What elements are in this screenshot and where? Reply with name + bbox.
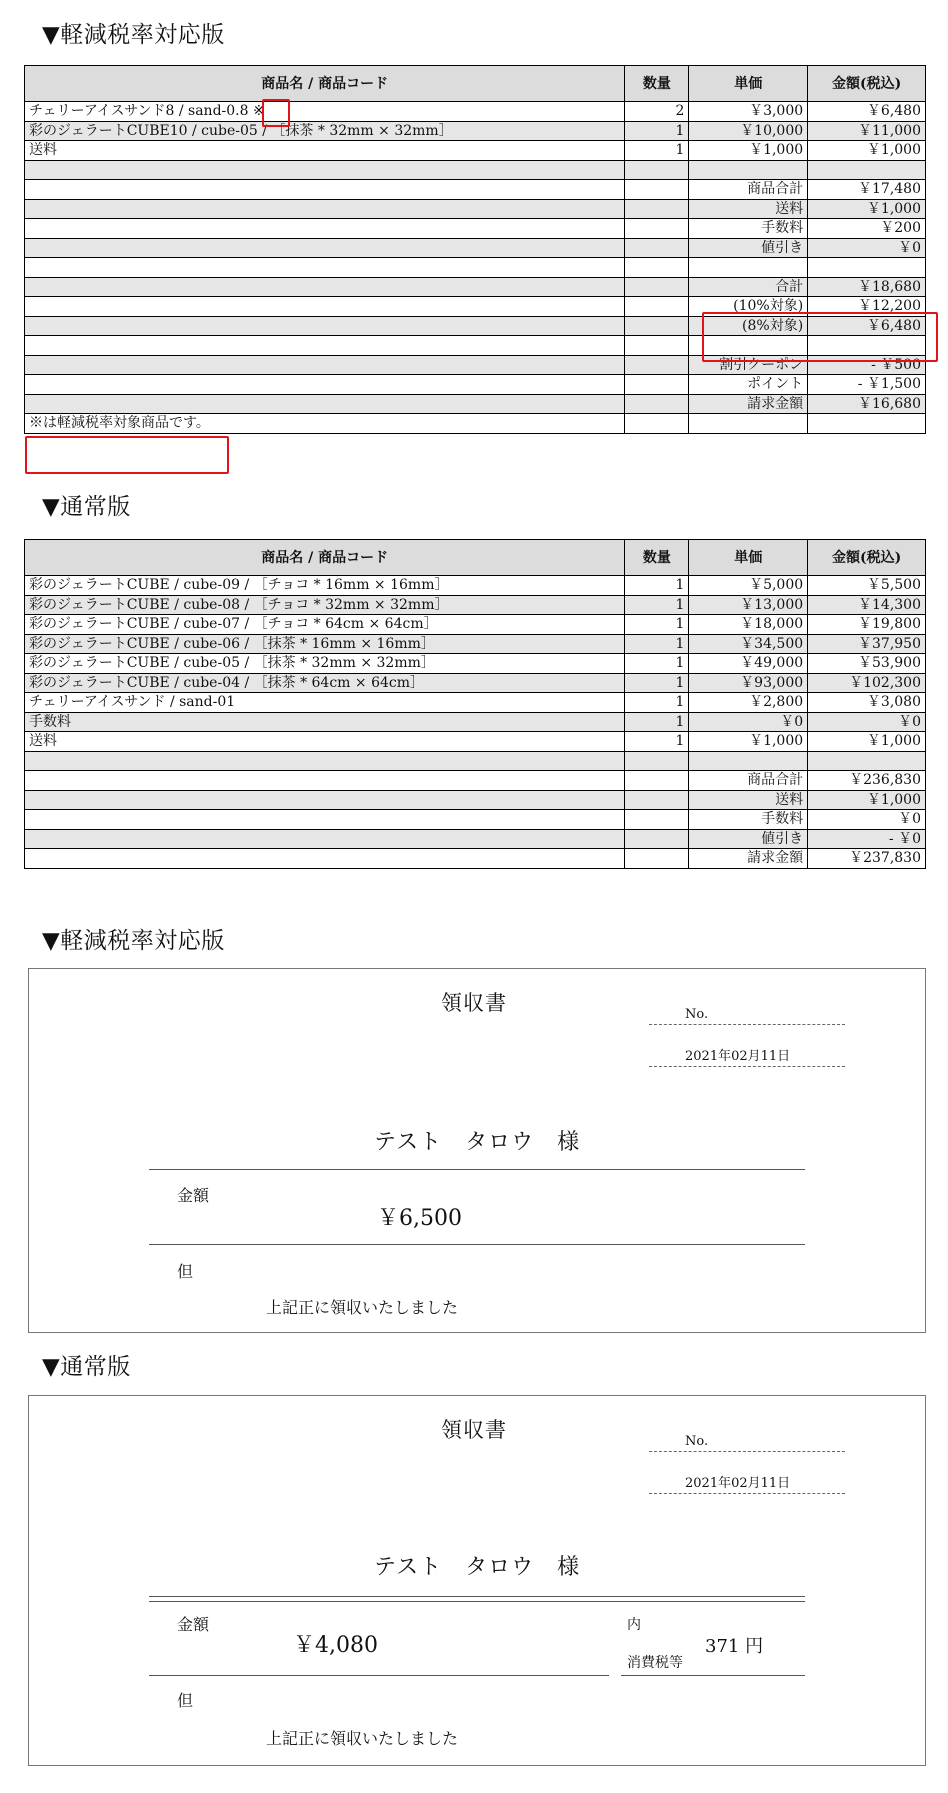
cell-product [25,375,625,395]
cell-unit-price: ￥0 [689,712,808,732]
cell-product: ※は軽減税率対象商品です。 [25,414,625,434]
divider [149,1675,609,1676]
cell-unit-price: 商品合計 [689,771,808,791]
table-row [25,141,926,161]
table-row [25,355,926,375]
cell-product: 彩のジェラートCUBE / cube-05 / ［抹茶 * 32mm × 32mm］ [25,654,625,674]
table-row [25,810,926,830]
column-header-product: 商品名 / 商品コード [25,66,625,102]
cell-amount: ￥37,950 [808,634,926,654]
cell-amount: ￥0 [808,238,926,258]
cell-unit-price: (8%対象) [689,316,808,336]
table-row [25,121,926,141]
cell-amount: ￥1,000 [808,790,926,810]
column-header-product: 商品名 / 商品コード [25,540,625,576]
cell-product [25,790,625,810]
cell-product [25,355,625,375]
table-row [25,336,926,356]
uchi-label: 内 [627,1617,641,1633]
table-row [25,199,926,219]
cell-product: チェリーアイスサンド8 / sand-0.8 ※ [25,102,625,122]
cell-product [25,316,625,336]
cell-unit-price [689,751,808,771]
cell-amount: ￥200 [808,219,926,239]
cell-quantity: 1 [625,673,689,693]
cell-quantity [625,199,689,219]
divider [621,1675,805,1676]
cell-amount: ￥19,800 [808,615,926,635]
cell-unit-price [689,336,808,356]
cell-quantity: 1 [625,654,689,674]
receipt-date: 2021年02月11日 [649,1045,845,1067]
receipt-no: No. [649,1007,845,1025]
cell-product: 彩のジェラートCUBE10 / cube-05 / ［抹茶 * 32mm × 32mm］ [25,121,625,141]
table-row [25,751,926,771]
cell-unit-price: 手数料 [689,810,808,830]
cell-product [25,810,625,830]
cell-quantity: 1 [625,634,689,654]
table-row [25,732,926,752]
cell-unit-price [689,160,808,180]
cell-quantity [625,751,689,771]
cell-product [25,160,625,180]
table-row [25,849,926,869]
cell-product: 彩のジェラートCUBE / cube-06 / ［抹茶 * 16mm × 16mm］ [25,634,625,654]
column-header-quantity: 数量 [625,540,689,576]
cell-product [25,180,625,200]
cell-product [25,277,625,297]
cell-amount: ￥237,830 [808,849,926,869]
cell-quantity [625,414,689,434]
cell-product [25,199,625,219]
table-row [25,316,926,336]
cell-product: 彩のジェラートCUBE / cube-07 / ［チョコ * 64cm × 64cm］ [25,615,625,635]
column-header-unit-price: 単価 [689,66,808,102]
cell-quantity [625,238,689,258]
divider [149,1169,805,1170]
cell-amount: ￥6,480 [808,316,926,336]
cell-amount: ￥11,000 [808,121,926,141]
cell-amount: ￥5,500 [808,576,926,596]
cell-product [25,297,625,317]
cell-unit-price: ￥10,000 [689,121,808,141]
cell-quantity: 1 [625,121,689,141]
cell-amount: ￥18,680 [808,277,926,297]
cell-unit-price: ￥93,000 [689,673,808,693]
cell-amount: ￥14,300 [808,595,926,615]
cell-product [25,751,625,771]
cell-quantity: 1 [625,732,689,752]
table-row [25,414,926,434]
cell-unit-price: 値引き [689,238,808,258]
cell-quantity: 1 [625,615,689,635]
cell-unit-price: 手数料 [689,219,808,239]
cell-unit-price: 請求金額 [689,394,808,414]
cell-unit-price: ポイント [689,375,808,395]
cell-unit-price: ￥3,000 [689,102,808,122]
cell-unit-price: ￥1,000 [689,732,808,752]
section-heading-reduced-tax: ▼軽減税率対応版 [42,22,225,48]
cell-product [25,394,625,414]
cell-product: 手数料 [25,712,625,732]
table-row [25,654,926,674]
cell-product: 彩のジェラートCUBE / cube-09 / ［チョコ * 16mm × 16mm］ [25,576,625,596]
cell-product [25,829,625,849]
tax-amount: 371 円 [705,1636,764,1657]
cell-product: チェリーアイスサンド / sand-01 [25,693,625,713]
amount-label: 金額 [177,1186,210,1205]
cell-amount: - ￥1,500 [808,375,926,395]
cell-amount [808,414,926,434]
cell-amount [808,160,926,180]
cell-quantity [625,771,689,791]
cell-amount: ￥1,000 [808,732,926,752]
table-row [25,829,926,849]
cell-amount: - ￥500 [808,355,926,375]
cell-amount: ￥1,000 [808,199,926,219]
cell-unit-price: ￥2,800 [689,693,808,713]
cell-unit-price: 請求金額 [689,849,808,869]
table-row [25,394,926,414]
table-row [25,595,926,615]
cell-quantity [625,336,689,356]
cell-amount: ￥102,300 [808,673,926,693]
column-header-unit-price: 単価 [689,540,808,576]
highlight-reduced-note [25,436,229,474]
cell-product [25,258,625,278]
cell-amount: ￥6,480 [808,102,926,122]
cell-amount [808,336,926,356]
cell-quantity [625,180,689,200]
cell-unit-price [689,258,808,278]
table-row [25,102,926,122]
cell-quantity [625,375,689,395]
cell-amount: ￥12,200 [808,297,926,317]
cell-unit-price: 合計 [689,277,808,297]
cell-unit-price: ￥1,000 [689,141,808,161]
cell-quantity [625,297,689,317]
cell-unit-price: ￥13,000 [689,595,808,615]
cell-quantity [625,219,689,239]
cell-unit-price [689,414,808,434]
table-row [25,238,926,258]
cell-product [25,219,625,239]
cell-unit-price: 割引クーポン [689,355,808,375]
column-header-quantity: 数量 [625,66,689,102]
divider [149,1244,805,1245]
receipt-amount: ￥4,080 [293,1633,378,1658]
cell-quantity [625,849,689,869]
receipt-customer-name: テスト タロウ 様 [374,1555,581,1580]
receipt-normal [28,1395,926,1766]
section-heading-receipt-normal: ▼通常版 [42,1354,131,1380]
table-row [25,790,926,810]
receipt-statement: 上記正に領収いたしました [266,1729,459,1748]
cell-amount: ￥53,900 [808,654,926,674]
cell-product [25,849,625,869]
cell-unit-price: 送料 [689,199,808,219]
cell-quantity: 1 [625,576,689,596]
cell-amount: ￥1,000 [808,141,926,161]
cell-amount: ￥0 [808,810,926,830]
cell-quantity [625,316,689,336]
table-row [25,180,926,200]
table-row [25,712,926,732]
invoice-table-normal [24,539,926,869]
amount-label: 金額 [177,1615,210,1634]
table-row [25,771,926,791]
cell-quantity [625,277,689,297]
cell-unit-price: 送料 [689,790,808,810]
invoice-table-reduced-tax [24,65,926,434]
cell-unit-price: ￥34,500 [689,634,808,654]
receipt-date: 2021年02月11日 [649,1472,845,1494]
divider [149,1596,805,1597]
cell-quantity [625,829,689,849]
cell-quantity: 1 [625,712,689,732]
table-row [25,297,926,317]
table-row [25,634,926,654]
cell-unit-price: ￥5,000 [689,576,808,596]
cell-amount: ￥0 [808,712,926,732]
cell-unit-price: (10%対象) [689,297,808,317]
cell-quantity: 1 [625,595,689,615]
cell-unit-price: 商品合計 [689,180,808,200]
table-row [25,615,926,635]
cell-unit-price: 値引き [689,829,808,849]
cell-quantity: 2 [625,102,689,122]
table-row [25,160,926,180]
cell-product: 送料 [25,732,625,752]
table-row [25,375,926,395]
divider [149,1601,805,1602]
cell-amount [808,751,926,771]
cell-product [25,238,625,258]
cell-amount: - ￥0 [808,829,926,849]
cell-product: 彩のジェラートCUBE / cube-08 / ［チョコ * 32mm × 32mm］ [25,595,625,615]
cell-product [25,336,625,356]
cell-amount: ￥236,830 [808,771,926,791]
tax-label: 消費税等 [627,1655,683,1671]
cell-quantity: 1 [625,141,689,161]
cell-quantity [625,810,689,830]
table-row [25,693,926,713]
cell-quantity [625,160,689,180]
cell-amount: ￥3,080 [808,693,926,713]
receipt-amount: ￥6,500 [377,1206,462,1231]
cell-unit-price: ￥49,000 [689,654,808,674]
section-heading-normal: ▼通常版 [42,494,131,520]
cell-product: 彩のジェラートCUBE / cube-04 / ［抹茶 * 64cm × 64cm］ [25,673,625,693]
receipt-title: 領収書 [441,1418,507,1442]
cell-product [25,771,625,791]
cell-quantity [625,258,689,278]
cell-quantity [625,394,689,414]
cell-amount: ￥16,680 [808,394,926,414]
cell-product: 送料 [25,141,625,161]
column-header-amount: 金額(税込) [808,66,926,102]
column-header-amount: 金額(税込) [808,540,926,576]
cell-amount: ￥17,480 [808,180,926,200]
cell-quantity [625,790,689,810]
receipt-reduced-tax [28,968,926,1333]
tadashi-label: 但 [177,1691,194,1710]
table-row [25,673,926,693]
receipt-customer-name: テスト タロウ 様 [374,1130,581,1155]
cell-amount [808,258,926,278]
cell-unit-price: ￥18,000 [689,615,808,635]
table-row [25,219,926,239]
receipt-statement: 上記正に領収いたしました [266,1298,459,1317]
table-row [25,576,926,596]
cell-quantity [625,355,689,375]
table-row [25,258,926,278]
table-row [25,277,926,297]
receipt-title: 領収書 [441,991,507,1015]
section-heading-receipt-reduced: ▼軽減税率対応版 [42,928,225,954]
receipt-no: No. [649,1434,845,1452]
cell-quantity: 1 [625,693,689,713]
tadashi-label: 但 [177,1262,194,1281]
